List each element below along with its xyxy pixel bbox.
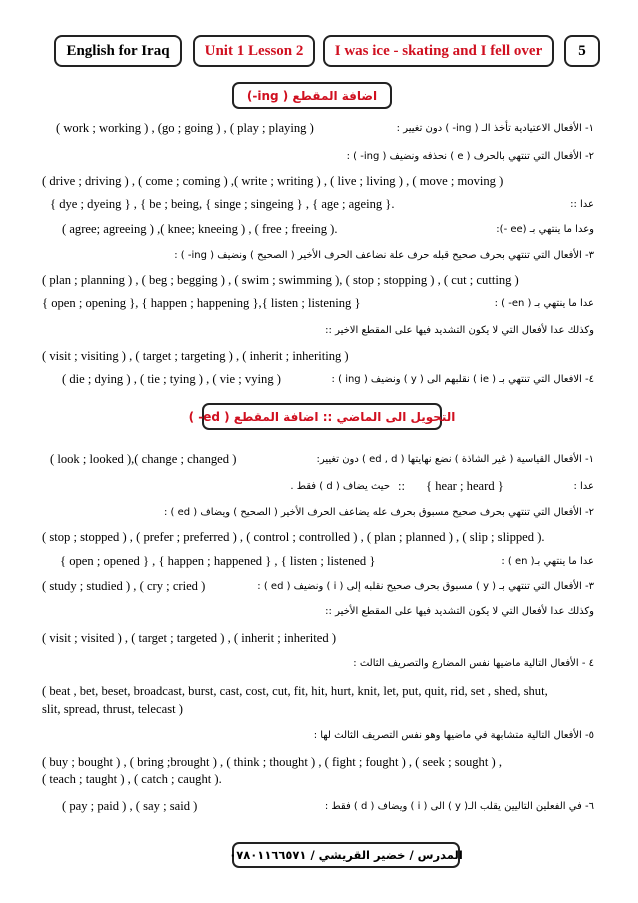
- ing-exception-2-label: وعدا ما ينتهي بـ (ee -):: [496, 224, 594, 235]
- ing-example-3b: ( visit ; visiting ) , ( target ; targeting ) , ( inherit ; inheriting ): [42, 349, 349, 363]
- ing-example-1: ( work ; working ) , (go ; going ) , ( play ; playing ): [56, 121, 314, 135]
- ed-exception-1-label: عدا :: [573, 481, 594, 492]
- ing-rule-4: ٤- الافعال التي تنتهي بـ ( ie ) نقلبهم الى ( y ) ونضيف ( ing ) :: [331, 374, 594, 385]
- ing-example-3: ( plan ; planning ) , ( beg ; begging ) , ( swim ; swimming ), ( stop ; stopping ) , ( cut ; cutting ): [42, 273, 519, 287]
- ed-example-4b: slit, spread, thrust, telecast ): [42, 702, 183, 716]
- ed-example-5a: ( buy ; bought ) , ( bring ;brought ) , ( think ; thought ) , ( fight ; fought ) , ( seek ; sought ) ,: [42, 755, 502, 769]
- lesson-title-box: I was ice - skating and I fell over: [323, 35, 554, 67]
- section-ing-title: اضافة المقطع ( ing-): [232, 82, 392, 109]
- ed-example-3: ( study ; studied ) , ( cry ; cried ): [42, 579, 206, 593]
- ed-example-3b: ( visit ; visited ) , ( target ; targeted ) , ( inherit ; inherited ): [42, 631, 337, 645]
- ed-example-1: ( look ; looked ),( change ; changed ): [50, 452, 237, 466]
- ing-rule-2: ٢- الأفعال التي تنتهي بالحرف ( e ) نحذفه ونضيف ( ing- ) :: [346, 151, 594, 162]
- ed-example-6: ( pay ; paid ) , ( say ; said ): [62, 799, 198, 813]
- ed-rule-5: ٥- الأفعال التالية متشابهة في ماضيها وهو نفس التصريف الثالث لها :: [313, 730, 594, 741]
- ing-exception-2: ( agree; agreeing ) ,( knee; kneeing ) , ( free ; freeing ).: [62, 222, 338, 236]
- ing-rule-1: ١- الأفعال الاعتيادية تأخذ الـ ( ing- ) دون تغيير :: [396, 123, 594, 134]
- ing-exception-3-label: عدا ما ينتهي بـ ( en- ) :: [494, 298, 594, 309]
- ed-rule-1: ١- الأفعال القياسية ( غير الشاذة ) نضع نهايتها ( ed , d ) دون تغيير:: [316, 454, 594, 465]
- ing-note-3: وكذلك عدا لأفعال التي لا يكون التشديد فيها على المقطع الاخير ::: [325, 325, 594, 336]
- ed-rule-6: ٦- في الفعلين التاليين يقلب الـ( y ) الى ( i ) ويضاف ( d ) فقط :: [324, 801, 594, 812]
- ed-example-4a: ( beat , bet, beset, broadcast, burst, cast, cost, cut, fit, hit, hurt, knit, let, put, quit, rid, set , shed, shut,: [42, 684, 548, 698]
- ed-example-5b: ( teach ; taught ) , ( catch ; caught ).: [42, 772, 222, 786]
- ed-exception-2-label: عدا ما ينتهي بـ( en ) :: [501, 556, 594, 567]
- ing-exception-1: { dye ; dyeing } , { be ; being, { singe ; singeing } , { age ; ageing }.: [50, 197, 395, 211]
- ed-exception-1-separator: ::: [398, 479, 405, 493]
- ed-exception-1-note: حيث يضاف ( d ) فقط .: [290, 481, 390, 492]
- ing-example-4: ( die ; dying ) , ( tie ; tying ) , ( vie ; vying ): [62, 372, 281, 386]
- unit-lesson-box: Unit 1 Lesson 2: [193, 35, 315, 67]
- ed-rule-4: ٤ - الأفعال التالية ماضيها نفس المضارع والتصريف الثالث :: [353, 658, 594, 669]
- ed-rule-2: ٢- الأفعال التي تنتهي بحرف صحيح مسبوق بحرف عله يضاعف الحرف الأخير ( الصحيح ) ويضاف ( ed ) :: [163, 507, 594, 518]
- teacher-footer: المدرس / خضير القريشي / ٠٧٨٠١١٦٦٥٧١: [232, 842, 460, 868]
- book-title-box: English for Iraq: [54, 35, 182, 67]
- ed-example-2: ( stop ; stopped ) , ( prefer ; preferred ) , ( control ; controlled ) , ( plan ; planned ) , ( slip ; slipped ).: [42, 530, 545, 544]
- ing-exception-1-label: عدا ::: [570, 199, 594, 210]
- ing-exception-3: { open ; opening }, { happen ; happening },{ listen ; listening }: [42, 296, 361, 310]
- page-number-box: 5: [564, 35, 600, 67]
- ed-rule-3: ٣- الأفعال التي تنتهي بـ ( y ) مسبوق بحرف صحيح نقلبه إلى ( i ) ونضيف ( ed ) :: [257, 581, 594, 592]
- ed-exception-2: { open ; opened } , { happen ; happened } , { listen ; listened }: [60, 554, 376, 568]
- ed-exception-1: { hear ; heard }: [426, 479, 504, 493]
- ing-rule-3: ٣- الأفعال التي تنتهي بحرف صحيح قبله حرف علة نضاعف الحرف الأخير ( الصحيح ) ونضيف ( ing- ) :: [174, 250, 594, 261]
- section-ed-title: التحويل الى الماضي :: اضافة المقطع ( ed- ): [202, 403, 442, 430]
- ing-example-2: ( drive ; driving ) , ( come ; coming ) ,( write ; writing ) , ( live ; living ) , ( move ; moving ): [42, 174, 504, 188]
- ed-note-3: وكذلك عدا لأفعال التي لا يكون التشديد فيها على المقطع الأخير ::: [325, 606, 594, 617]
